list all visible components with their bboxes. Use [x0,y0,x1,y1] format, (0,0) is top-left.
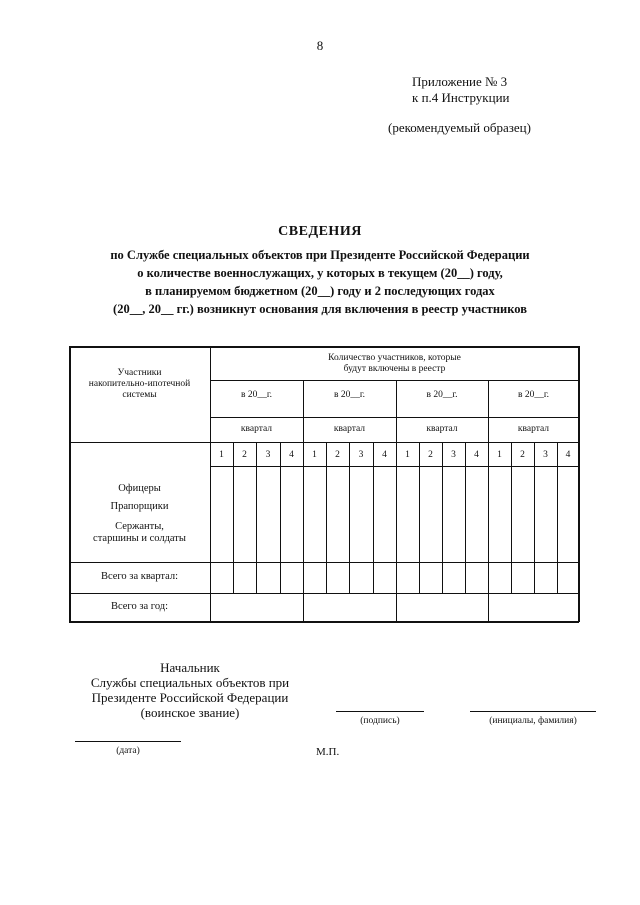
quarter-number: 1 [219,450,224,460]
quarter-number-divider [210,466,579,467]
header-left-line: системы [122,390,157,400]
signature-caption: (подпись) [360,716,400,726]
quarter-number: 1 [497,450,502,460]
row-sergeants-line: старшины и солдаты [93,533,186,544]
quarter-divider [233,442,234,593]
row-sergeants-line: Сержанты, [115,521,164,532]
row-officers: Офицеры [118,483,161,494]
table-border-right [578,346,580,622]
quarter-number: 4 [382,450,387,460]
quarter-divider [373,442,374,593]
year-label: в 20__г. [426,390,458,400]
year-label: в 20__г. [240,390,273,400]
header-left-line: накопительно-ипотечной [88,379,191,389]
quarter-divider [511,442,512,593]
appendix-reference [412,74,510,106]
quarter-number: 3 [265,450,271,460]
official-position [70,660,310,720]
quarter-divider [465,442,466,593]
year-block-divider [488,380,489,622]
count-header-line: Количество участников, которые [328,353,461,363]
date-line [75,741,181,742]
year-row-divider [210,417,579,418]
quarter-label: квартал [426,424,458,434]
quarter-divider [442,442,443,593]
year-block-divider [396,380,397,622]
quarter-number: 3 [451,450,456,460]
appendix-number: Приложение № 3 [412,74,508,89]
participants-table [69,346,579,622]
label-column-divider [210,346,211,622]
header-left-line: Участники [117,368,162,378]
header-divider [210,380,579,381]
row-sergeants [69,521,210,545]
signature-line [336,711,424,712]
page-number: 8 [316,38,324,53]
subtitle-line: (20__, 20__ гг.) возникнут основания для включения в реестр участников [113,302,527,316]
quarter-number: 2 [520,450,525,460]
quarter-number: 1 [405,450,410,460]
quarter-divider [349,442,350,593]
total-per-quarter-label: Всего за квартал: [100,571,179,582]
date-caption: (дата) [116,746,140,756]
quarter-number: 2 [335,450,340,460]
sample-note: (рекомендуемый образец) [388,120,531,135]
quarter-number: 4 [565,450,571,460]
stamp-place: М.П. [316,746,340,758]
year-block-divider [303,380,304,622]
subtitle-line: по Службе специальных объектов при Президенте Российской Федерации [110,248,530,262]
count-header-line: будут включены в реестр [343,364,446,374]
row-warrant-officers: Прапорщики [110,501,169,512]
instruction-reference: к п.4 Инструкции [412,90,510,105]
quarter-divider [557,442,558,593]
header-bottom-divider [69,442,579,443]
name-line [470,711,596,712]
year-label: в 20__г. [333,390,366,400]
table-border-top [69,346,579,348]
quarter-label: квартал [517,424,550,434]
document-subtitle [0,246,640,318]
participants-header [69,368,210,401]
quarter-number: 2 [428,450,433,460]
table-border-bottom [69,621,579,623]
quarter-number: 3 [543,450,548,460]
total-year-divider [69,593,579,594]
quarter-divider [326,442,327,593]
subtitle-line: о количестве военнослужащих, у которых в текущем (20__) году, [137,266,503,280]
quarter-number: 4 [289,450,294,460]
quarter-label: квартал [333,424,366,434]
quarter-divider [534,442,535,593]
quarter-label: квартал [240,424,273,434]
document-title: СВЕДЕНИЯ [278,224,362,239]
quarter-divider [280,442,281,593]
position-line: Президенте Российской Федерации [91,690,289,705]
quarter-divider [419,442,420,593]
quarter-number: 1 [312,450,317,460]
position-line: Начальник [160,660,220,675]
quarter-number: 4 [474,450,479,460]
subtitle-line: в планируемом бюджетном (20__) году и 2 последующих годах [145,284,495,298]
quarter-number: 2 [242,450,247,460]
position-line: Службы специальных объектов при [90,675,290,690]
count-header [210,353,579,375]
total-quarter-divider [69,562,579,563]
quarter-divider [256,442,257,593]
name-caption: (инициалы, фамилия) [489,716,577,726]
quarter-number: 3 [358,450,364,460]
total-per-year-label: Всего за год: [110,601,169,612]
year-label: в 20__г. [517,390,550,400]
military-rank-caption: (воинское звание) [140,705,240,720]
